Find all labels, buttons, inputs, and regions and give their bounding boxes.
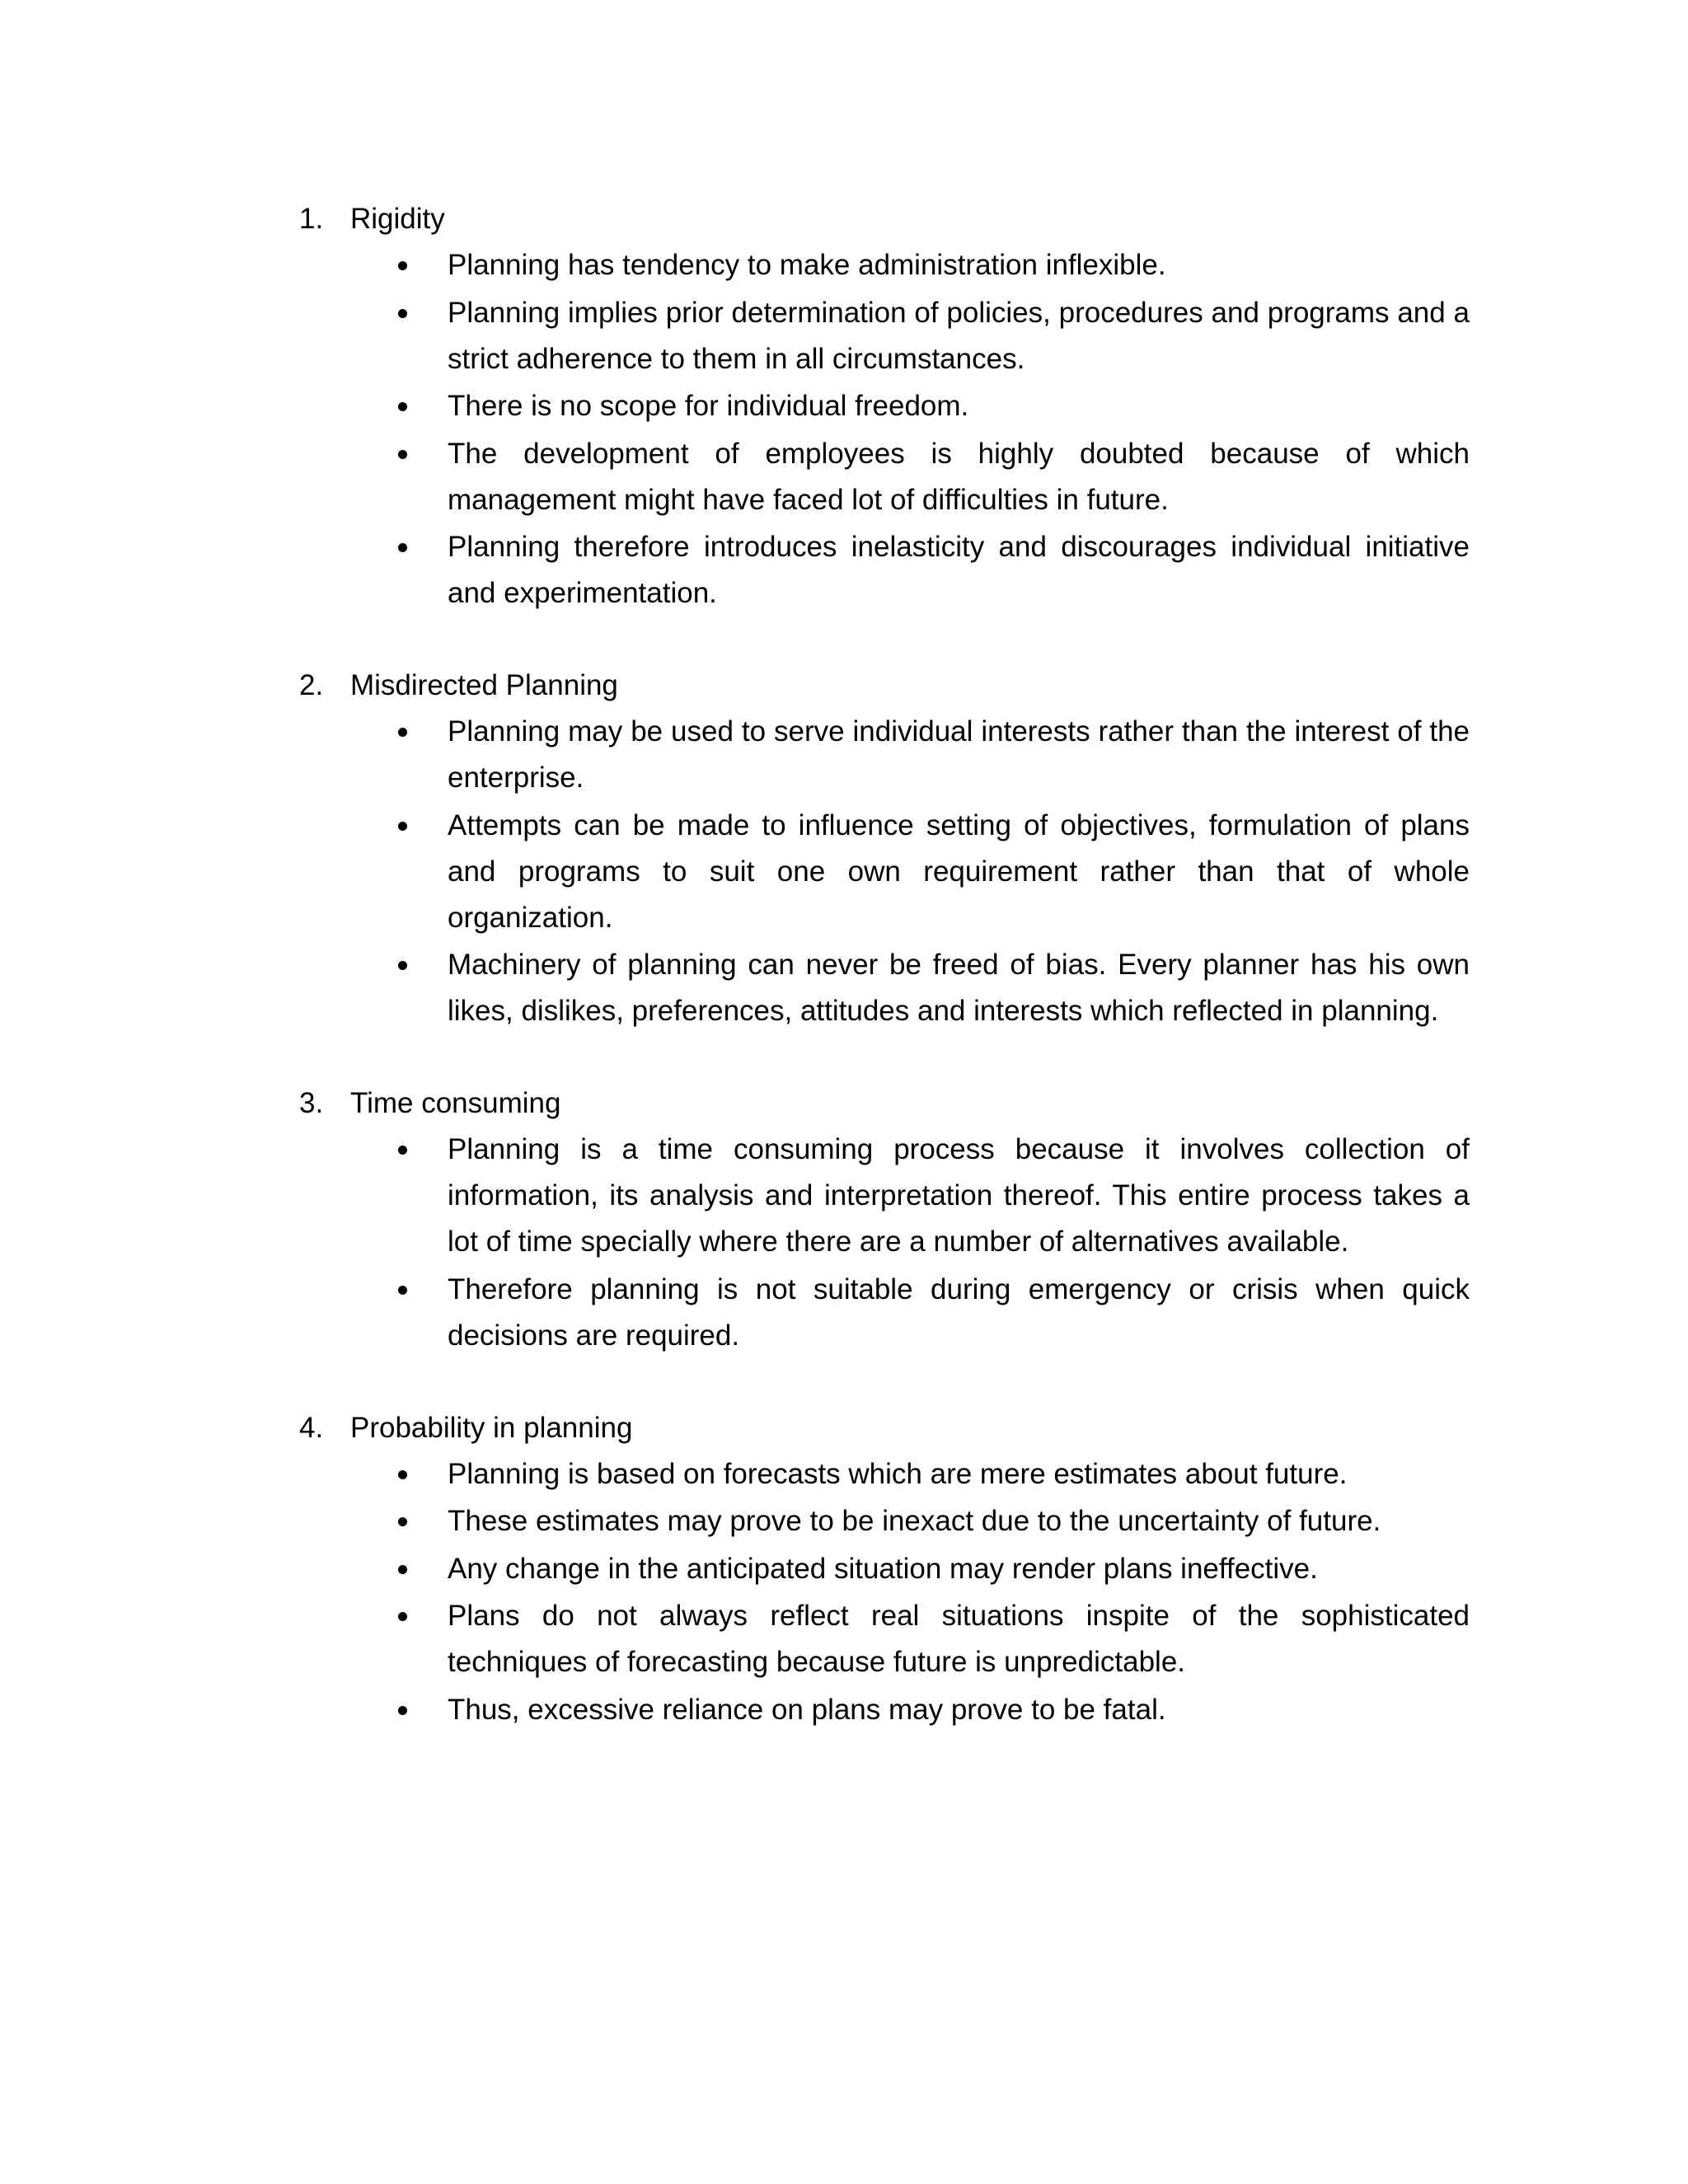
bullet-list — [299, 242, 1470, 616]
bullet-icon — [398, 1470, 407, 1479]
list-item-text: Attempts can be made to influence setting of objectives, formulation of plans and programs to suit one own requirement rather than that of whole organization. — [448, 808, 1470, 934]
section-heading — [299, 1080, 1470, 1127]
section-title: Rigidity — [350, 203, 445, 235]
list-item — [448, 1593, 1470, 1685]
section-title: Probability in planning — [350, 1411, 633, 1444]
list-item — [448, 1498, 1470, 1544]
section-number: 4. — [299, 1411, 324, 1444]
list-item — [448, 242, 1470, 288]
section-misdirected-planning — [299, 663, 1470, 1034]
list-item — [448, 524, 1470, 616]
list-item-text: Planning implies prior determination of policies, procedures and programs and a strict adherence to them in all circumstances. — [448, 296, 1470, 375]
list-item — [448, 1451, 1470, 1497]
list-item — [448, 942, 1470, 1034]
section-heading — [299, 663, 1470, 709]
list-item — [448, 1546, 1470, 1592]
section-title: Misdirected Planning — [350, 669, 618, 701]
bullet-icon — [398, 1612, 407, 1621]
list-item-text: Thus, excessive reliance on plans may prove to be fatal. — [448, 1693, 1166, 1726]
list-item-text: There is no scope for individual freedom. — [448, 390, 969, 422]
list-item — [448, 803, 1470, 941]
list-item-text: Therefore planning is not suitable during emergency or crisis when quick decisions are required. — [448, 1272, 1470, 1352]
section-heading — [299, 196, 1470, 242]
list-item — [448, 709, 1470, 801]
list-item — [448, 1687, 1470, 1733]
bullet-list — [299, 1127, 1470, 1359]
section-probability-in-planning — [299, 1405, 1470, 1733]
list-item-text: Machinery of planning can never be freed of bias. Every planner has his own likes, dislikes, preferences, attitudes and interests which reflected in planning. — [448, 949, 1470, 1027]
bullet-icon — [398, 543, 407, 552]
section-number: 3. — [299, 1087, 324, 1119]
bullet-icon — [398, 1706, 407, 1715]
section-rigidity — [299, 196, 1470, 616]
bullet-icon — [398, 261, 407, 270]
list-item-text: Planning has tendency to make administration inflexible. — [448, 249, 1166, 281]
section-time-consuming — [299, 1080, 1470, 1359]
section-number: 2. — [299, 669, 324, 701]
section-title: Time consuming — [350, 1087, 561, 1119]
bullet-icon — [398, 309, 407, 318]
bullet-icon — [398, 728, 407, 737]
list-item — [448, 1267, 1470, 1359]
bullet-icon — [398, 1517, 407, 1526]
list-item — [448, 290, 1470, 382]
list-item-text: These estimates may prove to be inexact due to the uncertainty of future. — [448, 1505, 1381, 1537]
list-item — [448, 383, 1470, 429]
list-item-text: The development of employees is highly doubted because of which management might have faced lot of difficulties in future. — [448, 437, 1470, 516]
bullet-list — [299, 709, 1470, 1034]
list-item-text: Planning may be used to serve individual interests rather than the interest of the enterprise. — [448, 715, 1470, 794]
bullet-icon — [398, 402, 407, 411]
list-item-text: Planning is based on forecasts which are mere estimates about future. — [448, 1457, 1348, 1490]
bullet-list — [299, 1451, 1470, 1733]
list-item — [448, 1127, 1470, 1265]
bullet-icon — [398, 450, 407, 459]
bullet-icon — [398, 961, 407, 970]
bullet-icon — [398, 1146, 407, 1155]
bullet-icon — [398, 1565, 407, 1574]
section-number: 1. — [299, 203, 324, 235]
list-item-text: Planning therefore introduces inelasticity and discourages individual initiative and experimentation. — [448, 531, 1470, 609]
list-item-text: Any change in the anticipated situation may render plans ineffective. — [448, 1552, 1318, 1585]
list-item-text: Planning is a time consuming process because it involves collection of information, its analysis and interpretation thereof. This entire process takes a lot of time specially where there are a number of alternatives available. — [448, 1133, 1470, 1258]
list-item — [448, 431, 1470, 523]
document-body — [299, 196, 1470, 1779]
bullet-icon — [398, 1286, 407, 1295]
section-heading — [299, 1405, 1470, 1451]
bullet-icon — [398, 822, 407, 831]
list-item-text: Plans do not always reflect real situations inspite of the sophisticated techniques of forecasting because future is unpredictable. — [448, 1600, 1470, 1678]
